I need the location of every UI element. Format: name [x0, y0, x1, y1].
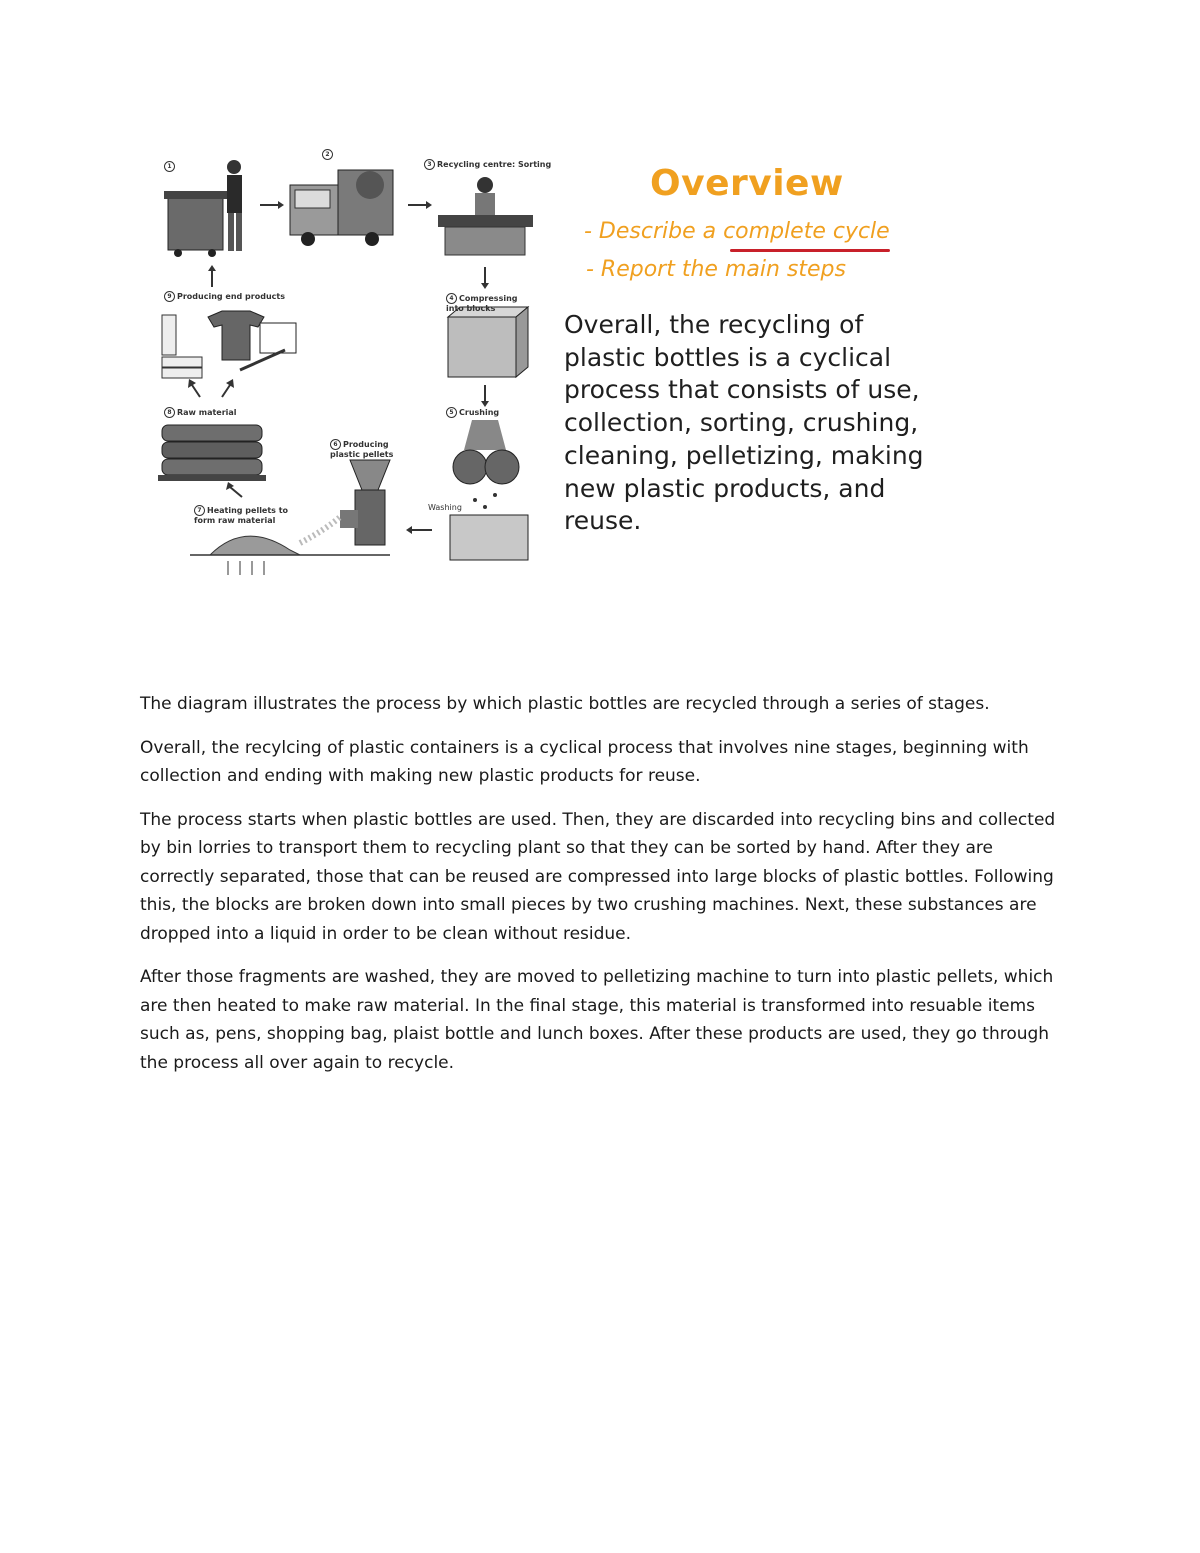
overview-title: Overview — [650, 163, 844, 204]
stage-1-label: 1 — [164, 161, 177, 172]
bin-illustration — [164, 160, 242, 257]
paragraph-introduction: The diagram illustrates the process by which plastic bottles are recycled through a series of stages. — [140, 694, 990, 714]
pelletizer-illustration — [340, 460, 390, 545]
paragraph-overview: Overall, the recylcing of plastic containers is a cyclical process that involves nine stages, beginning with collection and ending with making new plastic products for reuse. — [140, 737, 1029, 786]
stage-2-label: 2 — [322, 149, 335, 160]
recycling-process-diagram — [150, 145, 550, 575]
stage-7-label: 7 Heating pellets to form raw material — [194, 506, 289, 525]
sorting-illustration — [438, 177, 533, 255]
paragraph-body-1: The process starts when plastic bottles are used. Then, they are discarded into recycling bins and collected by bin lorries to transport them to recycling plant so that they can be sorted by hand. After they are correctly separated, those that can be reused are compressed into large blocks of plastic bottles. Following this, the blocks are broken down into small pieces by two crushing machines. Next, these substances are dropped into a liquid in order to be clean without residue. — [140, 809, 1056, 944]
overview-bullet-cycle: - Describe a complete cycle — [584, 219, 890, 244]
crushing-illustration — [453, 420, 519, 484]
stage-5-label: 5 Crushing — [446, 407, 499, 418]
stage-9-label: 9 Producing end products — [164, 291, 285, 302]
stage-4-label: 4 Compressing into blocks — [446, 294, 518, 313]
stage-6-label: 6 Producing plastic pellets — [330, 440, 394, 459]
truck-illustration — [290, 170, 393, 246]
overview-bullet-steps: - Report the main steps — [586, 257, 846, 282]
compressed-block-illustration — [448, 307, 528, 377]
stage-8-label: 8 Raw material — [164, 407, 237, 418]
recycling-figure — [150, 145, 940, 575]
arrow-7-8 — [230, 487, 242, 497]
washing-label: Washing — [428, 503, 462, 512]
raw-material-illustration — [158, 425, 266, 481]
paragraph-body-2: After those fragments are washed, they are moved to pelletizing machine to turn into plastic pellets, which are then heated to make raw material. In the final stage, this material is transformed into resuable items such as, pens, shopping bag, plaist bottle and lunch boxes. After these products are used, they go through the process all over again to recycle. — [140, 967, 1054, 1073]
overview-summary: Overall, the recycling of plastic bottles is a cyclical process that consists of use, collection, sorting, crushing, cleaning, pelletizing, making new plastic products, and reuse. — [564, 310, 924, 536]
essay-body — [140, 690, 1070, 1092]
end-products-illustration — [162, 311, 296, 378]
complete-cycle-underline — [730, 249, 890, 252]
arrow-8-9-right — [222, 385, 230, 397]
overview-panel — [562, 145, 942, 575]
arrow-8-9-left — [192, 385, 200, 397]
stage-3-label: 3 Recycling centre: Sorting — [424, 159, 551, 170]
